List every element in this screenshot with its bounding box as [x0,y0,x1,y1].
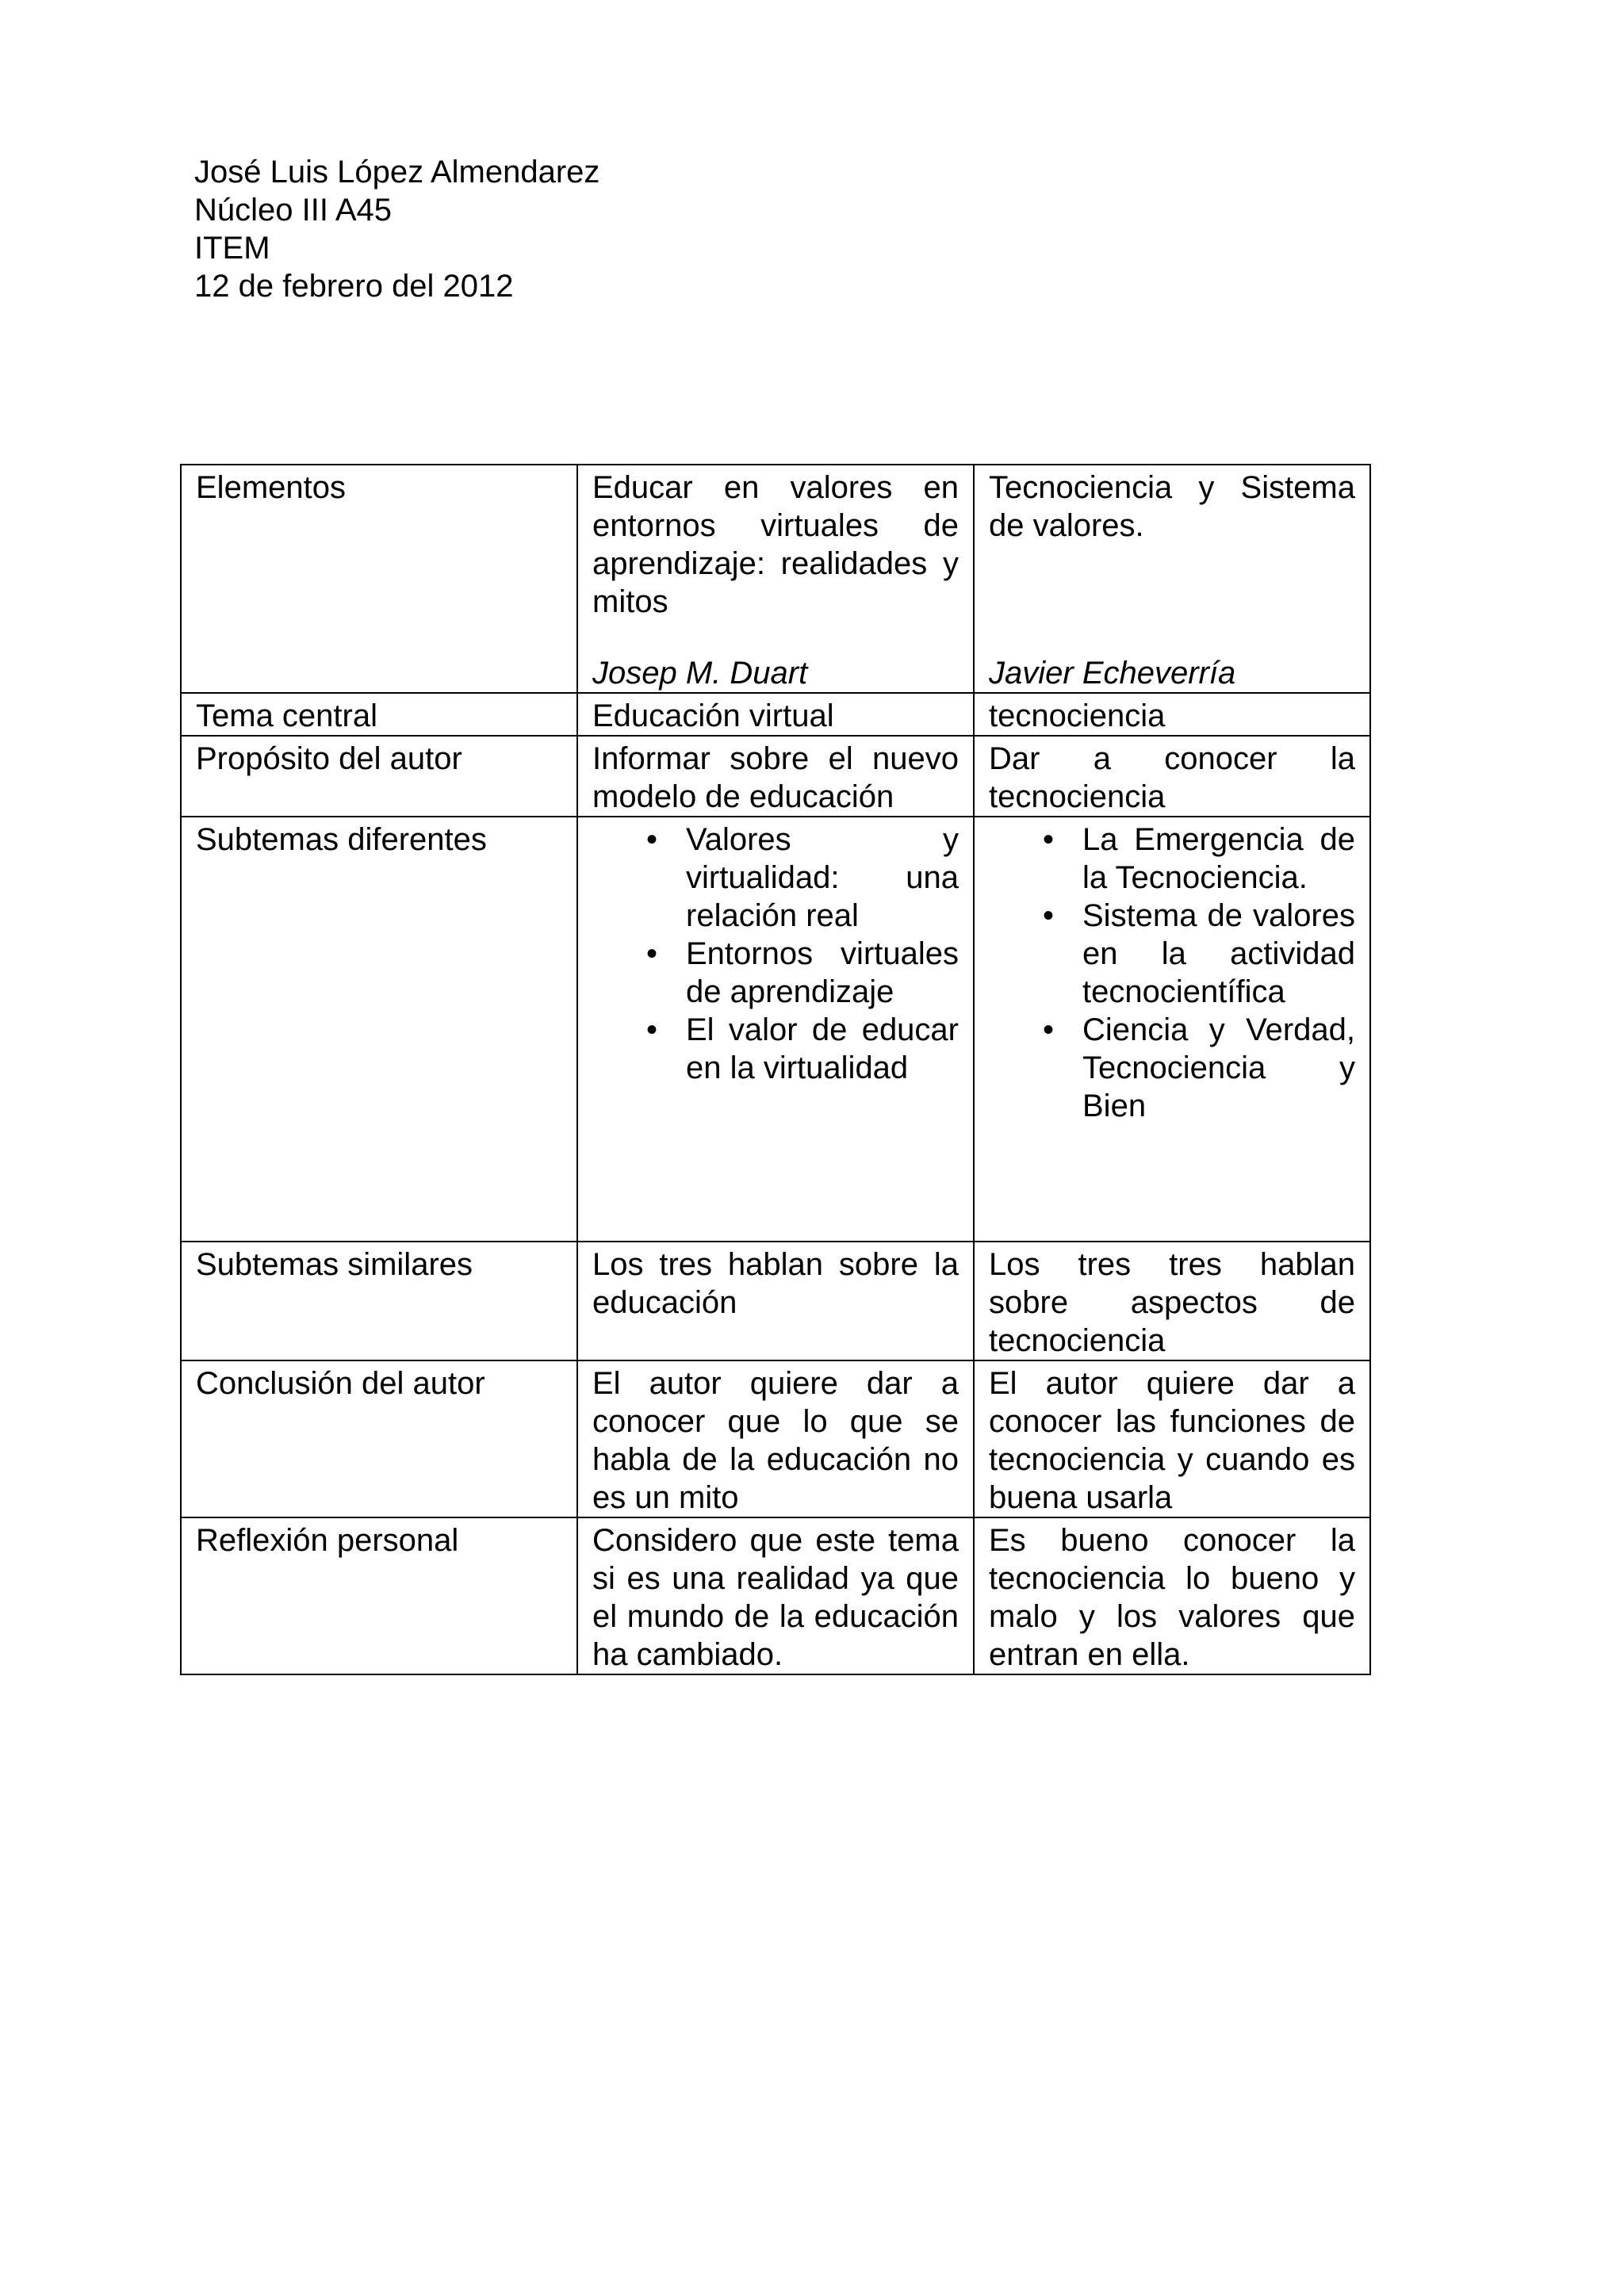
article2-author: Javier Echeverría [989,656,1236,691]
bullet-icon: • [1043,898,1055,933]
elements-header-cell [181,465,577,693]
document-header [194,153,599,305]
list-item-text: Valores y virtualidad: una relación real [686,822,959,933]
list-item-text: El valor de educar en la virtualidad [686,1012,959,1085]
table-cell: tecnociencia [974,693,1370,736]
table-row [181,736,1370,817]
group-label: Núcleo III A45 [194,193,393,228]
list-item [989,897,1355,1011]
table-row [181,693,1370,736]
row-label: Propósito del autor [181,736,577,817]
article1-title: Educar en valores en entornos virtuales de aprendizaje: realidades y mitos [592,470,959,619]
list-item [989,1011,1355,1125]
bullet-icon: • [1043,1012,1055,1047]
list-item [592,1011,959,1087]
comparison-table [180,464,1371,1675]
list-item [592,935,959,1011]
table-cell: Dar a conocer la tecnociencia [974,736,1370,817]
list-item-text: La Emergencia de la Tecnociencia. [1082,822,1355,895]
row-label: Conclusión del autor [181,1360,577,1517]
table-cell: El autor quiere dar a conocer las funciones de tecnociencia y cuando es buena usarla [974,1360,1370,1517]
row-label: Tema central [181,693,577,736]
table-cell: Los tres hablan sobre la educación [577,1242,974,1360]
table-row [181,817,1370,1242]
table-cell: Los tres tres hablan sobre aspectos de tecnociencia [974,1242,1370,1360]
table-row [181,1517,1370,1674]
table-cell: Informar sobre el nuevo modelo de educación [577,736,974,817]
list-item-text: Ciencia y Verdad, Tecnociencia y Bien [1082,1012,1355,1123]
date-label: 12 de febrero del 2012 [194,269,514,304]
institution-label: ITEM [194,231,270,266]
list-item-text: Sistema de valores en la actividad tecnocientífica [1082,898,1355,1009]
table-row [181,1242,1370,1360]
article2-title: Tecnociencia y Sistema de valores. [989,470,1355,543]
table-header-row [181,465,1370,693]
article1-header-cell [577,465,974,693]
list-item [592,821,959,935]
table-cell: Educación virtual [577,693,974,736]
list-item-text: Entornos virtuales de aprendizaje [686,936,959,1009]
table-cell: Es bueno conocer la tecnociencia lo bueno y malo y los valores que entran en ella. [974,1517,1370,1674]
table-row [181,1360,1370,1517]
elements-label: Elementos [196,470,346,505]
table-cell: El autor quiere dar a conocer que lo que se habla de la educación no es un mito [577,1360,974,1517]
article2-header-cell [974,465,1370,693]
bullet-icon: • [1043,822,1055,857]
row-label: Subtemas diferentes [181,817,577,1242]
row-label: Subtemas similares [181,1242,577,1360]
bullet-icon: • [646,822,658,857]
table-cell [974,817,1370,1242]
author-name: José Luis López Almendarez [194,155,600,189]
table-cell: Considero que este tema si es una realidad ya que el mundo de la educación ha cambiado. [577,1517,974,1674]
bullet-list [989,821,1355,1125]
bullet-list [592,821,959,1087]
bullet-icon: • [646,1012,658,1047]
list-item [989,821,1355,897]
table-cell [577,817,974,1242]
bullet-icon: • [646,936,658,971]
row-label: Reflexión personal [181,1517,577,1674]
article1-author: Josep M. Duart [592,656,808,691]
